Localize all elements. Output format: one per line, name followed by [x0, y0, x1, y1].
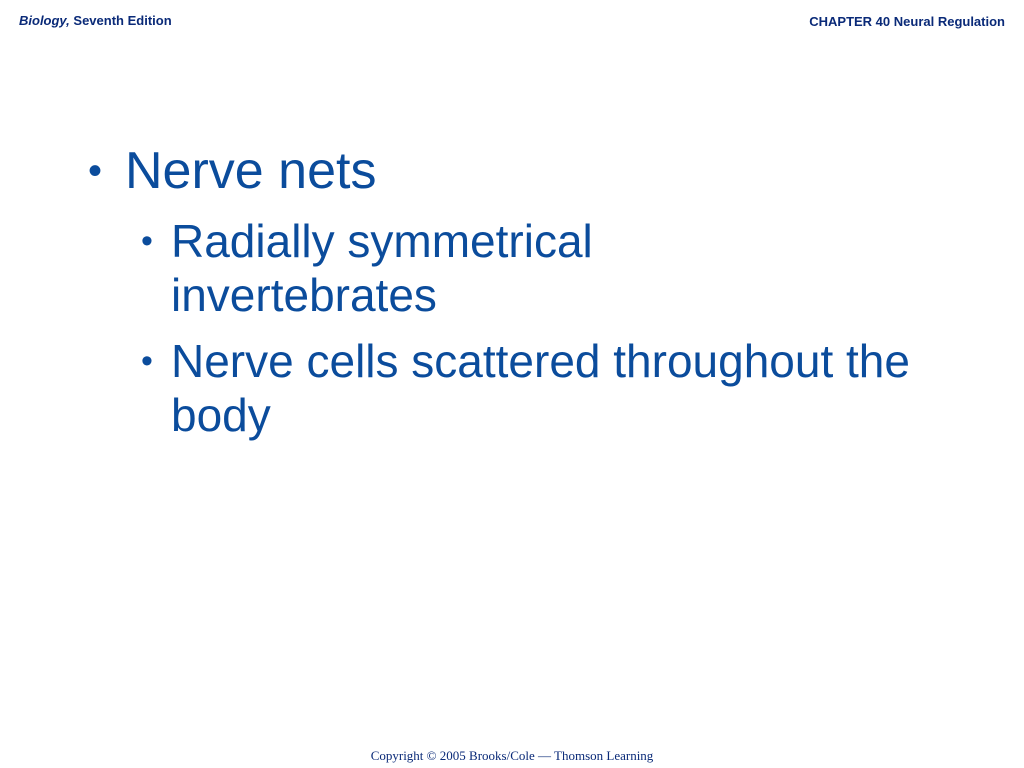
- bullet-icon: •: [141, 342, 153, 380]
- main-point-text: Nerve nets: [125, 142, 377, 200]
- bullet-icon: •: [141, 222, 153, 260]
- chapter-header: CHAPTER 40 Neural Regulation: [809, 14, 1005, 29]
- sub-point-text: Radially symmetrical invertebrates: [171, 215, 593, 321]
- book-title-header: [19, 13, 172, 28]
- sub-point-text: Nerve cells scattered throughout the body: [171, 335, 910, 441]
- main-bullet: [88, 140, 948, 202]
- book-title: Biology,: [19, 13, 70, 28]
- copyright-footer: Copyright © 2005 Brooks/Cole — Thomson Learning: [370, 748, 654, 763]
- bullet-icon: •: [88, 149, 103, 193]
- sub-bullet: [141, 334, 948, 442]
- edition-label: Seventh Edition: [69, 13, 172, 28]
- slide-content: [88, 140, 948, 454]
- sub-bullet: [141, 214, 948, 322]
